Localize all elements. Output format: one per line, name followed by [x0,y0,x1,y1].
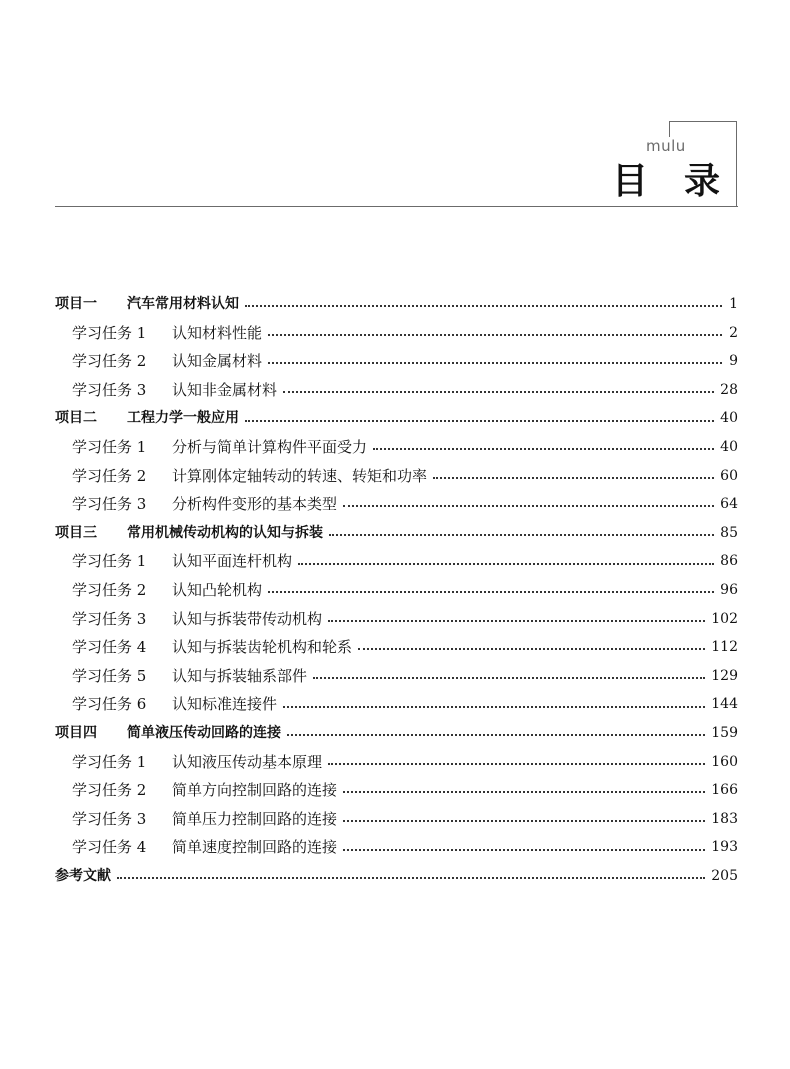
toc-entry-page-number: 9 [729,353,738,370]
toc-entry-title: 参考文献 [55,867,111,884]
toc-entry-title: 工程力学一般应用 [127,410,239,427]
toc-task-entry[interactable] [55,433,738,462]
toc-task-entry[interactable] [55,633,738,662]
toc-entry-title: 认知凸轮机构 [172,580,263,599]
toc-entry-title: 简单压力控制回路的连接 [172,809,338,828]
header-frame-tick [669,121,670,137]
toc-entry-label: 学习任务 3 [72,380,147,399]
toc-dot-leader [283,706,705,708]
toc-dot-leader [329,534,714,536]
toc-entry-label: 学习任务 1 [72,323,147,342]
toc-entry-label: 学习任务 4 [72,838,147,857]
toc-entry-page-number: 183 [711,810,738,827]
toc-entry-page-number: 40 [720,438,738,455]
toc-entry-page-number: 205 [711,867,738,884]
toc-entry-label: 学习任务 2 [72,352,147,371]
toc-task-entry[interactable] [55,462,738,491]
toc-task-entry[interactable] [55,576,738,605]
toc-entry-label: 项目一 [55,296,97,312]
header-divider [55,206,738,207]
toc-dot-leader [343,849,705,851]
toc-project-entry[interactable] [55,862,738,891]
toc-task-entry[interactable] [55,662,738,691]
toc-project-entry[interactable] [55,719,738,748]
toc-entry-label: 学习任务 3 [72,609,147,628]
toc-task-entry[interactable] [55,490,738,519]
table-of-contents [55,290,738,890]
toc-task-entry[interactable] [55,748,738,777]
toc-entry-page-number: 2 [729,324,738,341]
toc-entry-page-number: 96 [720,581,738,598]
toc-entry-page-number: 102 [711,610,738,627]
toc-entry-title: 简单液压传动回路的连接 [127,724,281,741]
toc-dot-leader [373,448,714,450]
toc-dot-leader [287,734,705,736]
toc-entry-page-number: 193 [711,839,738,856]
toc-entry-title: 认知与拆装齿轮机构和轮系 [172,638,353,657]
toc-project-entry[interactable] [55,404,738,433]
toc-dot-leader [268,591,714,593]
toc-dot-leader [328,620,705,622]
toc-entry-label: 项目三 [55,524,97,541]
toc-entry-page-number: 64 [720,496,738,513]
toc-entry-title: 认知标准连接件 [172,695,278,714]
toc-project-entry[interactable] [55,290,738,319]
toc-entry-label: 项目四 [55,724,97,741]
toc-entry-page-number: 85 [720,524,738,541]
toc-dot-leader [343,505,714,507]
toc-entry-label: 学习任务 2 [72,466,147,485]
toc-entry-title: 分析构件变形的基本类型 [172,495,338,514]
toc-dot-leader [117,877,705,879]
toc-task-entry[interactable] [55,690,738,719]
toc-entry-page-number: 28 [720,381,738,398]
toc-dot-leader [358,648,705,650]
toc-entry-title: 认知平面连杆机构 [172,552,293,571]
toc-entry-title: 简单速度控制回路的连接 [172,838,338,857]
toc-entry-page-number: 40 [720,410,738,427]
toc-header [0,0,790,210]
toc-task-entry[interactable] [55,833,738,862]
toc-dot-leader [343,820,705,822]
toc-entry-label: 学习任务 2 [72,580,147,599]
toc-entry-label: 学习任务 1 [72,752,147,771]
toc-entry-title: 认知与拆装带传动机构 [172,609,323,628]
toc-entry-page-number: 112 [711,639,738,656]
toc-task-entry[interactable] [55,776,738,805]
toc-entry-page-number: 159 [711,724,738,741]
toc-entry-title: 认知液压传动基本原理 [172,752,323,771]
toc-entry-page-number: 129 [711,667,738,684]
toc-dot-leader [298,563,714,565]
toc-entry-title: 汽车常用材料认知 [127,296,239,312]
toc-entry-title: 认知材料性能 [172,323,263,342]
toc-dot-leader [245,420,714,422]
header-pinyin: mulu [646,137,686,155]
toc-entry-label: 学习任务 1 [72,552,147,571]
toc-task-entry[interactable] [55,547,738,576]
toc-entry-page-number: 166 [711,782,738,799]
toc-entry-label: 学习任务 1 [72,437,147,456]
toc-entry-label: 学习任务 5 [72,666,147,685]
toc-entry-page-number: 160 [711,753,738,770]
toc-entry-label: 项目二 [55,410,97,427]
toc-project-entry[interactable] [55,519,738,548]
toc-dot-leader [283,391,714,393]
toc-task-entry[interactable] [55,376,738,405]
toc-task-entry[interactable] [55,319,738,348]
toc-dot-leader [245,305,722,307]
toc-dot-leader [433,477,714,479]
toc-entry-title: 认知与拆装轴系部件 [172,666,308,685]
toc-entry-label: 学习任务 2 [72,781,147,800]
toc-entry-title: 认知金属材料 [172,352,263,371]
toc-entry-label: 学习任务 3 [72,809,147,828]
toc-entry-page-number: 86 [720,553,738,570]
toc-task-entry[interactable] [55,805,738,834]
toc-entry-page-number: 144 [711,696,738,713]
toc-dot-leader [328,763,705,765]
toc-entry-title: 常用机械传动机构的认知与拆装 [127,524,323,541]
toc-entry-page-number: 60 [720,467,738,484]
toc-dot-leader [313,677,705,679]
toc-entry-label: 学习任务 3 [72,495,147,514]
toc-entry-title: 计算刚体定轴转动的转速、转矩和功率 [172,466,428,485]
toc-dot-leader [268,334,722,336]
toc-entry-label: 学习任务 4 [72,638,147,657]
page-title: 目录 [612,161,757,202]
toc-entry-title: 分析与简单计算构件平面受力 [172,437,368,456]
toc-task-entry[interactable] [55,347,738,376]
toc-entry-page-number: 1 [729,296,738,312]
toc-dot-leader [268,362,722,364]
toc-dot-leader [343,791,705,793]
toc-entry-title: 简单方向控制回路的连接 [172,781,338,800]
toc-entry-label: 学习任务 6 [72,695,147,714]
toc-entry-title: 认知非金属材料 [172,380,278,399]
toc-task-entry[interactable] [55,605,738,634]
